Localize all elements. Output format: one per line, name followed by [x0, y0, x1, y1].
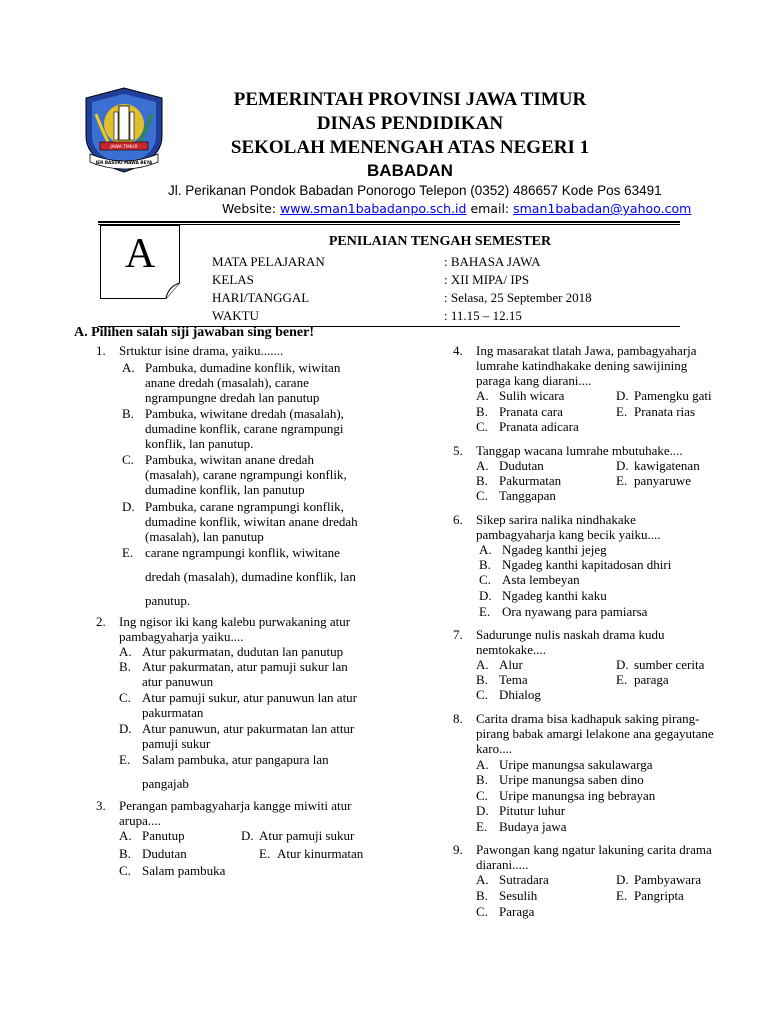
question-stem: Pawongan kang ngatur lakuning carita drama diarani.....	[476, 842, 712, 872]
option-letter: E.	[616, 404, 628, 419]
question-number: 9.	[453, 842, 463, 857]
logo-text-bottom: JER BASUKI MAWA BEYA	[95, 160, 153, 165]
option-text: Tema	[499, 672, 528, 687]
option-text: paraga	[634, 672, 669, 687]
option-text: Pitutur luhur	[499, 803, 566, 818]
option-letter: C.	[119, 863, 131, 878]
option-text: carane ngrampungi konflik, wiwitane dredah (masalah), dumadine konflik, lan panutup.	[145, 545, 356, 608]
option-text: Pakurmatan	[499, 473, 562, 488]
option-text: Sulih wicara	[499, 388, 565, 403]
question-stem: Perangan pambagyaharja kangge miwiti atur arupa....	[119, 798, 352, 828]
option-letter: E.	[476, 819, 488, 834]
email-label: email:	[466, 201, 514, 216]
option-letter: C.	[476, 687, 488, 702]
option-letter: A.	[476, 757, 489, 772]
option-text: Sesulih	[499, 888, 538, 903]
question-stem: Ing ngisor iki kang kalebu purwakaning atur pambagyaharja yaiku....	[119, 614, 351, 644]
question-number: 2.	[96, 614, 106, 629]
option-letter: A.	[476, 388, 489, 403]
contact-line	[222, 201, 691, 216]
option-letter: A.	[476, 657, 489, 672]
option-letter: E.	[122, 545, 134, 560]
info-label-class: KELAS	[212, 272, 254, 287]
option-letter: C.	[476, 488, 488, 503]
question-number: 4.	[453, 343, 463, 358]
option-text: Panutup	[142, 828, 185, 843]
question-stem: Tanggap wacana lumrahe mbutuhake....	[476, 443, 683, 458]
info-label-date: HARI/TANGGAL	[212, 290, 310, 305]
option-text: Pambuka, wiwitan anane dredah (masalah), carane ngrampungi konflik, dumadine konflik, lan panutup	[145, 452, 347, 497]
option-text: Asta lembeyan	[502, 572, 580, 587]
header-divider-thin	[98, 224, 680, 225]
option-text: Salam pambuka	[142, 863, 226, 878]
option-text: Pambuka, dumadine konflik, wiwitan anane dredah (masalah), carane ngrampungne dredah lan panutup	[145, 360, 341, 405]
question-stem: Carita drama bisa kadhapuk saking pirang- pirang babak amargi lelakone ana gegayutane karo....	[476, 711, 714, 756]
option-letter: B.	[476, 888, 488, 903]
option-text: Atur pakurmatan, dudutan lan panutup	[142, 644, 344, 659]
option-letter: D.	[119, 721, 132, 736]
option-text: Atur pamuji sukur, atur panuwun lan atur pakurmatan	[142, 690, 358, 720]
website-label: Website:	[222, 201, 281, 216]
info-label-subject: MATA PELAJARAN	[212, 254, 325, 269]
option-letter: C.	[479, 572, 491, 587]
exam-title: PENILAIAN TENGAH SEMESTER	[328, 234, 552, 249]
info-value-class: : XII MIPA/ IPS	[444, 272, 530, 287]
question-stem: Sadurunge nulis naskah drama kudu nemtokake....	[476, 627, 665, 657]
option-letter: D.	[616, 458, 629, 473]
option-text: Pranata cara	[499, 404, 563, 419]
option-text: Ora nyawang para pamiarsa	[502, 604, 648, 619]
section-a-instruction: A. Pilihen salah siji jawaban sing bener!	[74, 325, 314, 340]
question-number: 8.	[453, 711, 463, 726]
info-label-time: WAKTU	[212, 308, 259, 323]
option-text: Uripe manungsa saben dino	[499, 772, 644, 787]
packet-letter: A	[124, 231, 156, 277]
option-text: kawigatenan	[634, 458, 700, 473]
option-text: Uripe manungsa ing bebrayan	[499, 788, 656, 803]
option-letter: B.	[476, 772, 488, 787]
option-text: Pamengku gati	[634, 388, 712, 403]
option-letter: E.	[616, 888, 628, 903]
header-government: PEMERINTAH PROVINSI JAWA TIMUR	[233, 89, 587, 110]
website-link[interactable]: www.sman1babadanpo.sch.id	[280, 201, 467, 216]
logo-text-top: JAWA TIMUR	[110, 145, 138, 150]
option-letter: E.	[616, 672, 628, 687]
option-text: Alur	[499, 657, 523, 672]
header-divider-thick	[98, 221, 680, 223]
email-link[interactable]: sman1babadan@yahoo.com	[513, 201, 692, 216]
option-text: Salam pambuka, atur pangapura lan pangajab	[142, 752, 329, 791]
option-letter: E.	[259, 846, 271, 861]
option-text: Dudutan	[499, 458, 544, 473]
header-department: DINAS PENDIDIKAN	[316, 113, 504, 134]
question-stem: Ing masarakat tlatah Jawa, pambagyaharja lumrahe katindhakake dening sawijining paraga kang diarani....	[476, 343, 697, 388]
option-text: Ngadeg kanthi kaku	[502, 588, 607, 603]
option-text: panyaruwe	[634, 473, 692, 488]
school-address: Jl. Perikanan Pondok Babadan Ponorogo Telepon (0352) 486657 Kode Pos 63491	[168, 183, 662, 198]
option-letter: B.	[476, 404, 488, 419]
option-letter: B.	[479, 557, 491, 572]
option-text: Paraga	[499, 904, 535, 919]
option-text: Atur panuwun, atur pakurmatan lan attur pamuji sukur	[142, 721, 355, 751]
option-letter: B.	[119, 846, 131, 861]
option-letter: D.	[616, 388, 629, 403]
option-letter: E.	[119, 752, 131, 767]
option-letter: C.	[122, 452, 134, 467]
option-letter: D.	[616, 872, 629, 887]
option-text: Pambuka, carane ngrampungi konflik, dumadine konflik, wiwitan anane dredah (masalah), lan panutup	[145, 499, 358, 544]
option-letter: A.	[476, 458, 489, 473]
question-number: 6.	[453, 512, 463, 527]
header-city: BABADAN	[367, 161, 453, 180]
option-text: sumber cerita	[634, 657, 705, 672]
option-text: Dhialog	[499, 687, 541, 702]
option-letter: B.	[476, 672, 488, 687]
option-text: Pangripta	[634, 888, 684, 903]
option-text: Ngadeg kanthi kapitadosan dhiri	[502, 557, 672, 572]
option-text: Sutradara	[499, 872, 549, 887]
header-school: SEKOLAH MENENGAH ATAS NEGERI 1	[230, 137, 590, 158]
option-letter: D.	[476, 803, 489, 818]
option-text: Tanggapan	[499, 488, 556, 503]
option-letter: D.	[241, 828, 254, 843]
info-value-time: : 11.15 – 12.15	[444, 308, 522, 323]
option-text: Pranata adicara	[499, 419, 579, 434]
option-text: Atur pakurmatan, atur pamuji sukur lan atur panuwun	[142, 659, 348, 689]
option-letter: B.	[122, 406, 134, 421]
option-letter: C.	[476, 904, 488, 919]
option-letter: A.	[122, 360, 135, 375]
option-text: Pambuka, wiwitane dredah (masalah), dumadine konflik, carane ngrampungi konflik, lan panutup.	[145, 406, 344, 451]
option-letter: D.	[616, 657, 629, 672]
option-letter: D.	[479, 588, 492, 603]
option-text: Pambyawara	[634, 872, 702, 887]
option-letter: D.	[122, 499, 135, 514]
question-number: 1.	[96, 343, 106, 358]
info-value-date: : Selasa, 25 September 2018	[444, 290, 592, 305]
option-letter: B.	[476, 473, 488, 488]
question-number: 5.	[453, 443, 463, 458]
question-number: 3.	[96, 798, 106, 813]
option-text: Atur kinurmatan	[277, 846, 364, 861]
option-letter: A.	[119, 828, 132, 843]
option-text: Ngadeg kanthi jejeg	[502, 542, 607, 557]
option-text: Uripe manungsa sakulawarga	[499, 757, 653, 772]
option-letter: E.	[479, 604, 491, 619]
option-letter: A.	[119, 644, 132, 659]
option-letter: C.	[476, 788, 488, 803]
option-letter: C.	[476, 419, 488, 434]
option-letter: A.	[476, 872, 489, 887]
option-text: Atur pamuji sukur	[259, 828, 355, 843]
info-value-subject: : BAHASA JAWA	[444, 254, 541, 269]
question-stem: Sikep sarira nalika nindhakake pambagyaharja kang becik yaiku....	[476, 512, 661, 542]
option-letter: B.	[119, 659, 131, 674]
option-text: Pranata rias	[634, 404, 696, 419]
option-letter: C.	[119, 690, 131, 705]
question-stem: Srtuktur isine drama, yaiku.......	[119, 343, 284, 358]
option-text: Budaya jawa	[499, 819, 567, 834]
option-text: Dudutan	[142, 846, 187, 861]
option-letter: E.	[616, 473, 628, 488]
question-number: 7.	[453, 627, 463, 642]
option-letter: A.	[479, 542, 492, 557]
